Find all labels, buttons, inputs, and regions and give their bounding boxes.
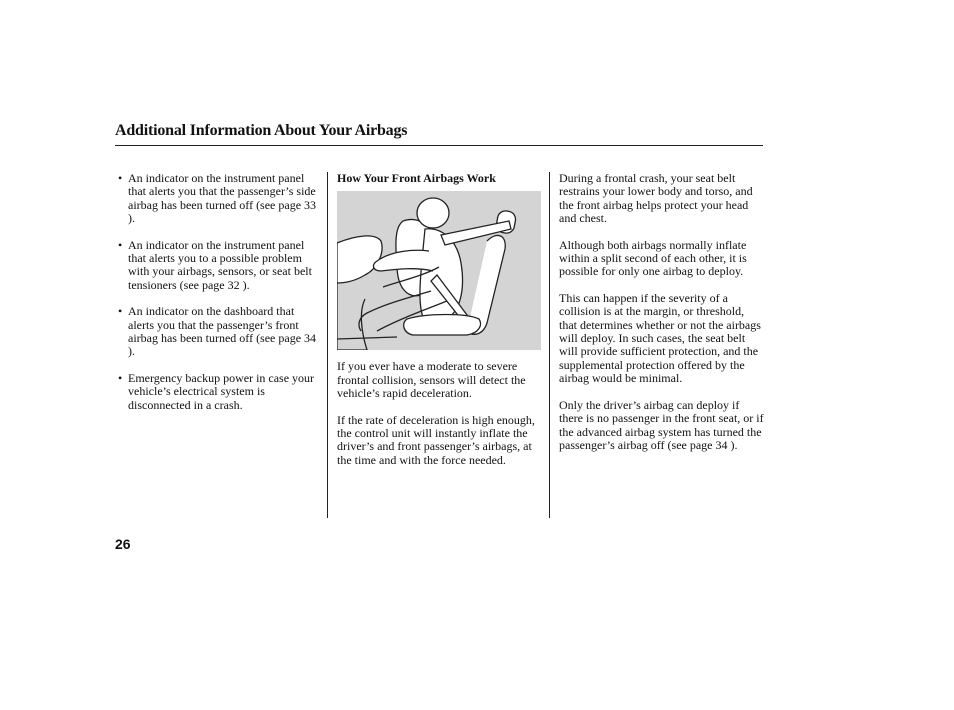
bullet-dot: • (118, 370, 123, 385)
page-title: Additional Information About Your Airbags (115, 122, 408, 139)
bullet-text: Emergency backup power in case your vehicle’s electrical system is disconnected in a crash. (128, 370, 315, 412)
column-divider (549, 172, 550, 518)
paragraph: If the rate of deceleration is high enough, the control unit will instantly inflate the driver’s and front passenger’s airbags, at the time and with the force needed. (337, 412, 535, 467)
list-item (118, 305, 323, 359)
paragraph: Only the driver’s airbag can deploy if there is no passenger in the front seat, or if the advanced airbag system has turned the passenger’s airbag off (see page 34 ). (559, 397, 764, 452)
paragraph: During a frontal crash, your seat belt restrains your lower body and torso, and the front airbag helps protect your head and chest. (559, 171, 753, 226)
bullet-dot: • (118, 237, 123, 252)
bullet-dot: • (118, 304, 123, 319)
title-rule (115, 145, 763, 146)
bullet-text: An indicator on the instrument panel that alerts you to a possible problem with your airbags, sensors, or seat belt tensioners (see page 32 ). (128, 237, 312, 292)
right-column (559, 172, 765, 465)
section-heading: How Your Front Airbags Work (337, 171, 496, 185)
bullet-dot: • (118, 171, 123, 185)
middle-column (337, 172, 543, 480)
list-item (118, 372, 323, 412)
left-column (118, 172, 323, 425)
paragraph: Although both airbags normally inflate within a split second of each other, it is possible for only one airbag to deploy. (559, 237, 747, 279)
list-item (118, 239, 323, 293)
page-number: 26 (115, 536, 131, 552)
paragraph: This can happen if the severity of a collision is at the margin, or threshold, that determines whether or not the airbags will deploy. In such cases, the seat belt will provide sufficient protection, and the supplemental protection offered by the airbag would be minimal. (559, 290, 761, 386)
paragraph: If you ever have a moderate to severe frontal collision, sensors will detect the vehicle’s rapid deceleration. (337, 359, 526, 401)
airbag-figure-svg (337, 191, 541, 350)
column-divider (327, 172, 328, 518)
airbag-illustration (337, 191, 541, 350)
list-item (118, 172, 323, 226)
bullet-text: An indicator on the dashboard that alerts you that the passenger’s front airbag has been turned off (see page 34 ). (128, 304, 317, 359)
bullet-text: An indicator on the instrument panel that alerts you that the passenger’s side airbag has been turned off (see page 33 ). (128, 171, 317, 226)
